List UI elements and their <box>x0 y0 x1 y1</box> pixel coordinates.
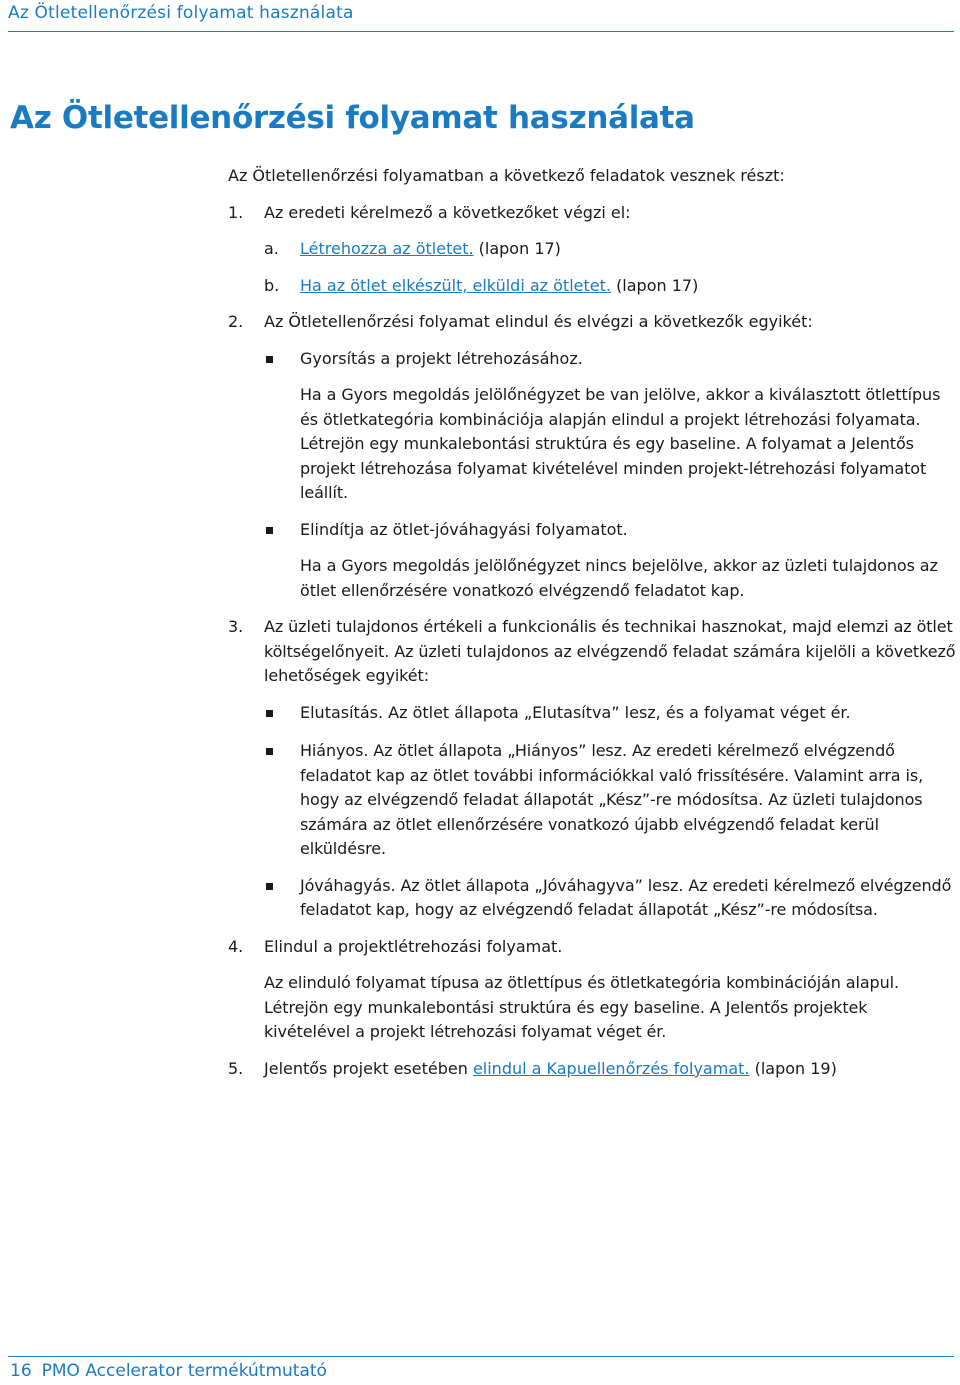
bullet-approval <box>228 874 956 923</box>
page-reference: (lapon 17) <box>616 275 699 295</box>
step-4 <box>228 935 956 960</box>
create-idea-link[interactable]: Létrehozza az ötletet. <box>300 239 474 258</box>
book-title: PMO Accelerator termékútmutató <box>41 1361 327 1381</box>
square-bullet-icon <box>266 527 273 534</box>
running-header: Az Ötletellenőrzési folyamat használata <box>8 3 354 23</box>
substep-a <box>264 237 956 262</box>
step-text: Jelentős projekt esetében <box>264 1058 473 1078</box>
page-reference: (lapon 17) <box>478 239 561 258</box>
intro-paragraph: Az Ötletellenőrzési folyamatban a következő feladatok vesznek részt: <box>228 166 785 185</box>
submit-idea-link[interactable]: Ha az ötlet elkészült, elküldi az ötletet. <box>300 275 611 295</box>
page-footer <box>10 1361 327 1381</box>
bullet-text: Elutasítás. Az ötlet állapota „Elutasítva” lesz, és a folyamat véget ér. <box>300 702 851 722</box>
bullet-rejection <box>228 701 956 726</box>
bullet-text: Hiányos. Az ötlet állapota „Hiányos” lesz. Az eredeti kérelmező elvégzendő feladatot kap az ötlet további információkkal való frissítésére. Valamint arra is, hogy az elvégzendő feladat állapotát „Kész”-re módosítsa. Az üzleti tulajdonos számára az ötlet ellenőrzésére vonatkozó újabb elvégzendő feladat kerül elküldésre. <box>300 741 924 858</box>
header-divider <box>8 31 954 32</box>
square-bullet-icon <box>266 748 273 755</box>
square-bullet-icon <box>266 883 273 890</box>
page-reference: (lapon 19) <box>754 1058 837 1078</box>
square-bullet-icon <box>266 356 273 363</box>
bullet-title: Elindítja az ötlet-jóváhagyási folyamatot. <box>300 519 628 539</box>
page-title: Az Ötletellenőrzési folyamat használata <box>10 100 695 136</box>
main-content <box>228 164 956 1081</box>
step-body: Az elinduló folyamat típusa az ötlettípus és ötletkategória kombinációján alapul. Létrejön egy munkalebontási struktúra és egy baseline. A Jelentős projektek kivételével a projekt létrehozási folyamat véget ér. <box>264 973 899 1041</box>
step-2 <box>228 310 956 335</box>
step-text: Elindul a projektlétrehozási folyamat. <box>264 936 563 956</box>
bullet-approval-process <box>228 518 956 543</box>
step-text: Az eredeti kérelmező a következőket végzi el: <box>264 202 631 222</box>
step-1 <box>228 201 956 226</box>
step-number: 2. <box>228 312 244 331</box>
substep-letter: a. <box>264 239 279 258</box>
step-number: 3. <box>228 617 244 636</box>
step-text: Az üzleti tulajdonos értékeli a funkcionális és technikai hasznokat, majd elemzi az ötlet költségelőnyeit. Az üzleti tulajdonos az elvégzendő feladat számára kijelöli a következő lehetőségek egyikét: <box>264 617 956 685</box>
step-text: Az Ötletellenőrzési folyamat elindul és elvégzi a következők egyikét: <box>264 312 813 331</box>
step-3 <box>228 615 956 689</box>
substep-b <box>264 274 956 299</box>
substep-letter: b. <box>264 275 280 295</box>
bullet-body: Ha a Gyors megoldás jelölőnégyzet be van jelölve, akkor a kiválasztott ötlettípus és ötletkategória kombinációja alapján elindul a projekt létrehozási folyamata. Létrejön egy munkalebontási struktúra és egy baseline. A folyamat a Jelentős projekt létrehozása folyamat kivételével minden projekt-létrehozási folyamatot leállít. <box>300 385 941 502</box>
step-number: 1. <box>228 202 244 222</box>
bullet-incomplete <box>228 739 956 862</box>
bullet-text: Jóváhagyás. Az ötlet állapota „Jóváhagyva” lesz. Az eredeti kérelmező elvégzendő feladatot kap, hogy az elvégzendő feladat állapotát „Kész”-re módosítsa. <box>300 875 952 919</box>
bullet-body: Ha a Gyors megoldás jelölőnégyzet nincs bejelölve, akkor az üzleti tulajdonos az ötlet ellenőrzésére vonatkozó elvégzendő feladatot kap. <box>300 556 938 600</box>
page-number: 16 <box>10 1361 32 1381</box>
footer-divider <box>8 1356 954 1357</box>
step-5 <box>228 1057 956 1082</box>
bullet-title: Gyorsítás a projekt létrehozásához. <box>300 348 583 368</box>
step-number: 4. <box>228 936 244 956</box>
square-bullet-icon <box>266 710 273 717</box>
gate-review-link[interactable]: elindul a Kapuellenőrzés folyamat. <box>472 1058 750 1078</box>
bullet-fast-track <box>228 347 956 372</box>
step-number: 5. <box>228 1058 244 1078</box>
